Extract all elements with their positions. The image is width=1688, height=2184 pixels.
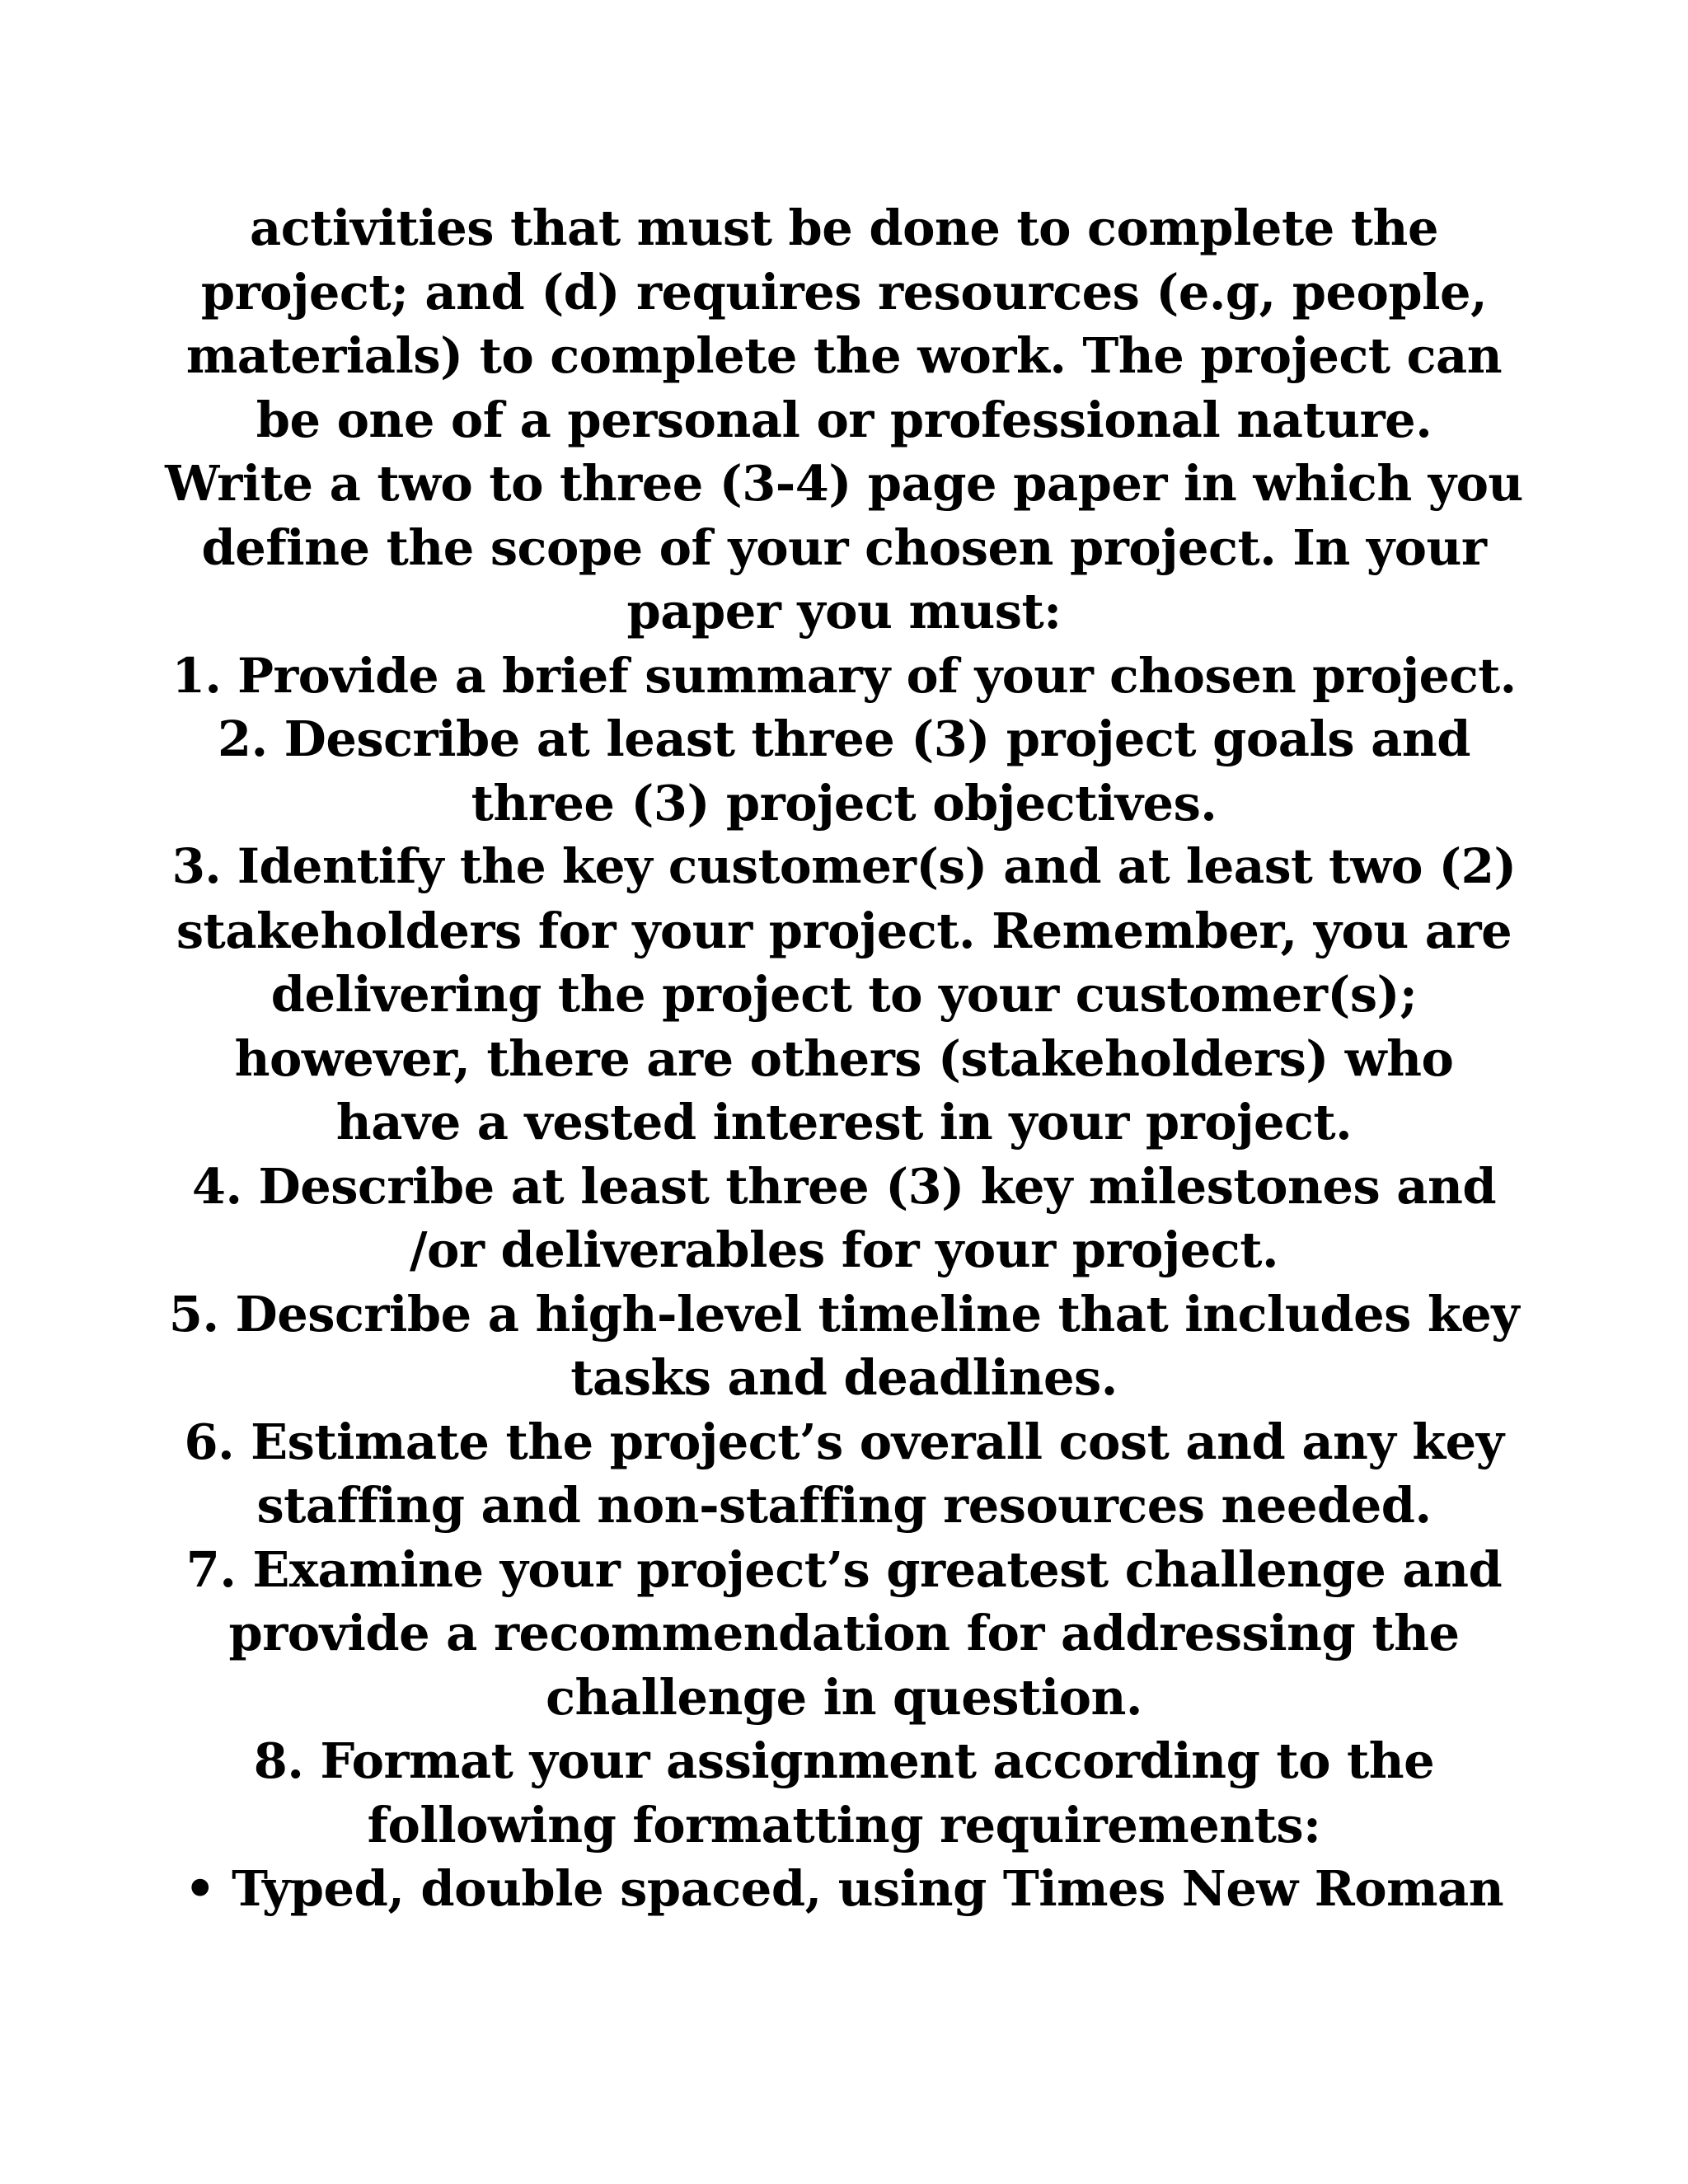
text-line: define the scope of your chosen project. In your [201,518,1487,576]
list-item-2: 2. Describe at least three (3) project goals and [218,710,1470,767]
list-item-6-continued: staffing and non-staffing resources needed. [256,1477,1432,1534]
list-item-1: 1. Provide a brief summary of your chosen project. [171,646,1517,704]
list-item-5-continued: tasks and deadlines. [570,1349,1118,1406]
list-item-4: 4. Describe at least three (3) key milestones and [191,1157,1497,1215]
text-line: paper you must: [626,583,1062,640]
list-item-3-continued: have a vested interest in your project. [335,1094,1353,1151]
document-body [165,196,1523,1921]
text-line: be one of a personal or professional nature. [256,391,1432,448]
list-item-8: 8. Format your assignment according to the [253,1732,1435,1789]
list-item-3-continued: delivering the project to your customer(s); [270,966,1418,1023]
list-item-2-continued: three (3) project objectives. [471,774,1217,832]
list-item-3-continued: however, there are others (stakeholders) who [234,1029,1454,1087]
bullet-item: • Typed, double spaced, using Times New Roman [184,1860,1504,1917]
text-line: project; and (d) requires resources (e.g, people, [200,263,1488,321]
list-item-3: 3. Identify the key customer(s) and at least two (2) [171,838,1517,894]
list-item-7-continued: provide a recommendation for addressing the [228,1605,1460,1661]
list-item-5: 5. Describe a high-level timeline that includes key [168,1285,1520,1343]
text-line: activities that must be done to complete the [250,199,1438,256]
list-item-7: 7. Examine your project’s greatest challenge and [185,1540,1503,1598]
text-line: materials) to complete the work. The project can [185,327,1503,384]
list-item-7-continued: challenge in question. [546,1668,1142,1726]
list-item-4-continued: /or deliverables for your project. [409,1221,1279,1278]
list-item-6: 6. Estimate the project’s overall cost and any key [184,1413,1504,1470]
list-item-3-continued: stakeholders for your project. Remember, you are [176,902,1512,959]
list-item-8-continued: following formatting requirements: [367,1796,1321,1854]
text-line: Write a two to three (3-4) page paper in which you [165,455,1523,512]
